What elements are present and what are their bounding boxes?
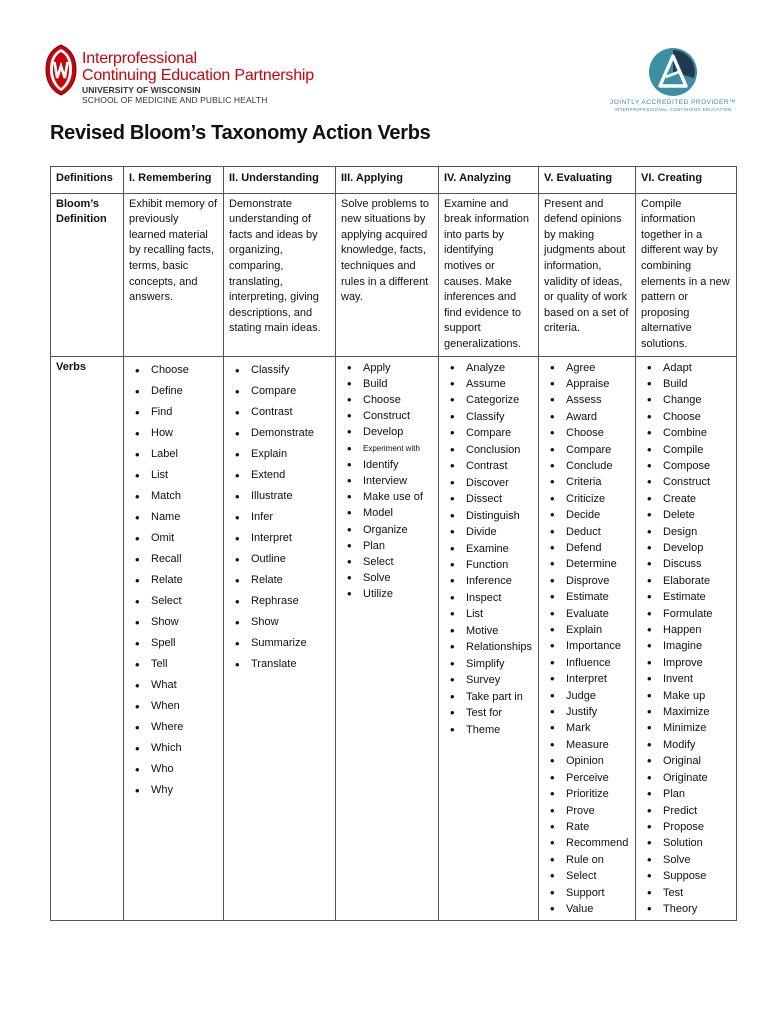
verb-item: • Judge: [544, 688, 630, 704]
verb-item: • Rate: [544, 819, 630, 835]
verb-list: [341, 360, 433, 603]
verb-item: • Design: [641, 524, 731, 540]
definition-row: [51, 193, 737, 356]
verbs-row-label: Verbs: [51, 356, 124, 921]
verb-item: • Conclusion: [444, 442, 533, 458]
verb-item: • Compare: [544, 442, 630, 458]
verb-item: • Criticize: [544, 491, 630, 507]
verb-item: • Prioritize: [544, 786, 630, 802]
verb-item: • Show: [229, 612, 330, 633]
organization-name: [82, 50, 314, 105]
verb-item: • Make up: [641, 688, 731, 704]
verb-item: • Select: [544, 868, 630, 884]
header-creating: VI. Creating: [636, 167, 737, 194]
org-name-line2: Continuing Education Partnership: [82, 67, 314, 84]
verb-item: • Award: [544, 409, 630, 425]
verb-item: • Classify: [444, 409, 533, 425]
verb-item: • Test: [641, 885, 731, 901]
verb-item: • Theory: [641, 901, 731, 917]
header-remembering: I. Remembering: [124, 167, 224, 194]
verbs-remembering-cell: [124, 356, 224, 921]
verb-item: • Delete: [641, 507, 731, 523]
verb-item: • Change: [641, 392, 731, 408]
verb-item: • Value: [544, 901, 630, 917]
jointly-accredited-badge: [598, 46, 748, 122]
verb-item: • Contrast: [444, 458, 533, 474]
verb-item: • Apply: [341, 360, 433, 376]
verb-item: • Discover: [444, 475, 533, 491]
verb-item: • Build: [341, 376, 433, 392]
verb-item: • Categorize: [444, 392, 533, 408]
definition-applying: Solve problems to new situations by applying acquired knowledge, facts, techniques and rules in a different way.: [336, 193, 439, 356]
joint-accreditation-icon: [647, 46, 699, 98]
verb-list: [444, 360, 533, 738]
verb-item: • Solve: [641, 852, 731, 868]
verb-item: • Prove: [544, 803, 630, 819]
verb-item: • Utilize: [341, 586, 433, 602]
verb-list: [641, 360, 731, 918]
verb-item: • Select: [341, 554, 433, 570]
verb-item: • Take part in: [444, 689, 533, 705]
verb-item: • Select: [129, 591, 218, 612]
verbs-evaluating-cell: [539, 356, 636, 921]
verb-item: • Distinguish: [444, 508, 533, 524]
verb-item: • Discuss: [641, 556, 731, 572]
verb-item: • Plan: [641, 786, 731, 802]
verb-item: • What: [129, 675, 218, 696]
verb-item: • Propose: [641, 819, 731, 835]
verb-item: • Plan: [341, 538, 433, 554]
verb-item: • Originate: [641, 770, 731, 786]
verb-item: • Show: [129, 612, 218, 633]
verbs-row: [51, 356, 737, 921]
verb-item: • Illustrate: [229, 486, 330, 507]
verb-item: • Modify: [641, 737, 731, 753]
table-header-row: [51, 167, 737, 194]
uw-crest-logo: [44, 44, 78, 96]
verb-item: • Construct: [341, 408, 433, 424]
verb-item: • Compare: [229, 381, 330, 402]
verb-item: • Label: [129, 444, 218, 465]
verb-item: • Support: [544, 885, 630, 901]
verb-item: • Agree: [544, 360, 630, 376]
document-header: [44, 42, 744, 122]
verb-item: • Compose: [641, 458, 731, 474]
verb-item: • Interpret: [544, 671, 630, 687]
verb-item: • Relationships: [444, 639, 533, 655]
verb-item: • Organize: [341, 522, 433, 538]
verb-item: • Predict: [641, 803, 731, 819]
verb-item: • Model: [341, 505, 433, 521]
verb-item: • Who: [129, 759, 218, 780]
org-name-line1: Interprofessional: [82, 50, 197, 67]
verb-item: • Relate: [129, 570, 218, 591]
verb-item: • Decide: [544, 507, 630, 523]
definition-row-label: Bloom’s Definition: [51, 193, 124, 356]
verb-item: • Inference: [444, 573, 533, 589]
verb-item: • Survey: [444, 672, 533, 688]
verb-item: • Assess: [544, 392, 630, 408]
page-title: Revised Bloom’s Taxonomy Action Verbs: [50, 122, 431, 144]
definition-evaluating: Present and defend opinions by making judgments about information, validity of ideas, or quality of work based on a set of criteria.: [539, 193, 636, 356]
verb-item: • Analyze: [444, 360, 533, 376]
header-analyzing: IV. Analyzing: [439, 167, 539, 194]
verb-item: • Choose: [129, 360, 218, 381]
verb-item: • Define: [129, 381, 218, 402]
verb-item: • Dissect: [444, 491, 533, 507]
verb-item: • How: [129, 423, 218, 444]
verb-item: • Create: [641, 491, 731, 507]
verb-item: • Estimate: [544, 589, 630, 605]
verb-item: • Build: [641, 376, 731, 392]
verb-item: • Spell: [129, 633, 218, 654]
verb-item: • Outline: [229, 549, 330, 570]
verb-item: • Determine: [544, 556, 630, 572]
header-evaluating: V. Evaluating: [539, 167, 636, 194]
verb-item: • Infer: [229, 507, 330, 528]
verb-item: • Recommend: [544, 835, 630, 851]
verb-item: • Influence: [544, 655, 630, 671]
verb-item: • Develop: [341, 424, 433, 440]
verb-item: • Inspect: [444, 590, 533, 606]
verb-item: • Relate: [229, 570, 330, 591]
verb-item: • Explain: [229, 444, 330, 465]
blooms-taxonomy-table: [50, 166, 737, 921]
verb-item: • Happen: [641, 622, 731, 638]
verb-item: • Demonstrate: [229, 423, 330, 444]
verbs-applying-cell: [336, 356, 439, 921]
verb-item: • Combine: [641, 425, 731, 441]
verb-item: • Recall: [129, 549, 218, 570]
verb-item: • List: [129, 465, 218, 486]
verb-item: • Find: [129, 402, 218, 423]
verb-item: • Name: [129, 507, 218, 528]
header-definitions: Definitions: [51, 167, 124, 194]
verb-item: • Theme: [444, 722, 533, 738]
verb-item: • Choose: [341, 392, 433, 408]
verb-item: • Interpret: [229, 528, 330, 549]
verb-item: • Improve: [641, 655, 731, 671]
verb-item: • Perceive: [544, 770, 630, 786]
verb-item: • Why: [129, 780, 218, 801]
verb-item: • Opinion: [544, 753, 630, 769]
verb-item: • Measure: [544, 737, 630, 753]
verb-item: • Contrast: [229, 402, 330, 423]
verb-item: • When: [129, 696, 218, 717]
verb-item: • Function: [444, 557, 533, 573]
verb-item: • Make use of: [341, 489, 433, 505]
verb-item: • Invent: [641, 671, 731, 687]
verb-item: • Classify: [229, 360, 330, 381]
verb-item: • Choose: [641, 409, 731, 425]
verb-item: • Imagine: [641, 638, 731, 654]
definition-creating: Compile information together in a different way by combining elements in a new pattern or proposing alternative solutions.: [636, 193, 737, 356]
verb-item: • Summarize: [229, 633, 330, 654]
verb-item: • Examine: [444, 541, 533, 557]
verb-item: • Maximize: [641, 704, 731, 720]
verb-item: • Where: [129, 717, 218, 738]
verb-item: • Rephrase: [229, 591, 330, 612]
verb-list: [229, 360, 330, 675]
verbs-understanding-cell: [224, 356, 336, 921]
verb-item: • Assume: [444, 376, 533, 392]
verbs-creating-cell: [636, 356, 737, 921]
verb-item: • Which: [129, 738, 218, 759]
verb-item: • Defend: [544, 540, 630, 556]
verb-item: • Translate: [229, 654, 330, 675]
verb-item: • List: [444, 606, 533, 622]
verb-item: • Extend: [229, 465, 330, 486]
header-applying: III. Applying: [336, 167, 439, 194]
verb-item: • Conclude: [544, 458, 630, 474]
verb-list: [129, 360, 218, 801]
verb-item: • Rule on: [544, 852, 630, 868]
accreditation-label: JOINTLY ACCREDITED PROVIDER™: [609, 99, 737, 106]
verb-item: • Suppose: [641, 868, 731, 884]
verb-item: • Compile: [641, 442, 731, 458]
verb-item: • Criteria: [544, 474, 630, 490]
verb-item: • Divide: [444, 524, 533, 540]
verb-item: • Formulate: [641, 606, 731, 622]
verb-item: • Choose: [544, 425, 630, 441]
header-understanding: II. Understanding: [224, 167, 336, 194]
verb-item: • Deduct: [544, 524, 630, 540]
verb-item: • Disprove: [544, 573, 630, 589]
verb-item: • Evaluate: [544, 606, 630, 622]
verb-item: • Simplify: [444, 656, 533, 672]
verb-item: • Solve: [341, 570, 433, 586]
verb-item: • Explain: [544, 622, 630, 638]
accreditation-sublabel: INTERPROFESSIONAL CONTINUING EDUCATION: [614, 107, 732, 112]
verb-item: • Adapt: [641, 360, 731, 376]
verb-item: • Importance: [544, 638, 630, 654]
definition-analyzing: Examine and break information into parts by identifying motives or causes. Make inferences and find evidence to support generalizations.: [439, 193, 539, 356]
verb-item: • Match: [129, 486, 218, 507]
verb-item: • Justify: [544, 704, 630, 720]
verb-item: • Experiment with: [341, 441, 433, 457]
verb-item: • Elaborate: [641, 573, 731, 589]
definition-understanding: Demonstrate understanding of facts and ideas by organizing, comparing, translating, interpreting, giving descriptions, and stating main ideas.: [224, 193, 336, 356]
verb-item: • Test for: [444, 705, 533, 721]
verb-item: • Estimate: [641, 589, 731, 605]
verb-item: • Compare: [444, 425, 533, 441]
university-name: UNIVERSITY OF WISCONSIN: [82, 85, 201, 95]
verb-item: • Tell: [129, 654, 218, 675]
verb-item: • Identify: [341, 457, 433, 473]
definition-remembering: Exhibit memory of previously learned material by recalling facts, terms, basic concepts, and answers.: [124, 193, 224, 356]
verb-item: • Mark: [544, 720, 630, 736]
verb-item: • Minimize: [641, 720, 731, 736]
verb-item: • Solution: [641, 835, 731, 851]
verb-item: • Appraise: [544, 376, 630, 392]
verb-item: • Interview: [341, 473, 433, 489]
verb-list: [544, 360, 630, 918]
verb-item: • Omit: [129, 528, 218, 549]
verbs-analyzing-cell: [439, 356, 539, 921]
verb-item: • Original: [641, 753, 731, 769]
school-name: SCHOOL OF MEDICINE AND PUBLIC HEALTH: [82, 95, 268, 105]
verb-item: • Motive: [444, 623, 533, 639]
verb-item: • Develop: [641, 540, 731, 556]
verb-item: • Construct: [641, 474, 731, 490]
